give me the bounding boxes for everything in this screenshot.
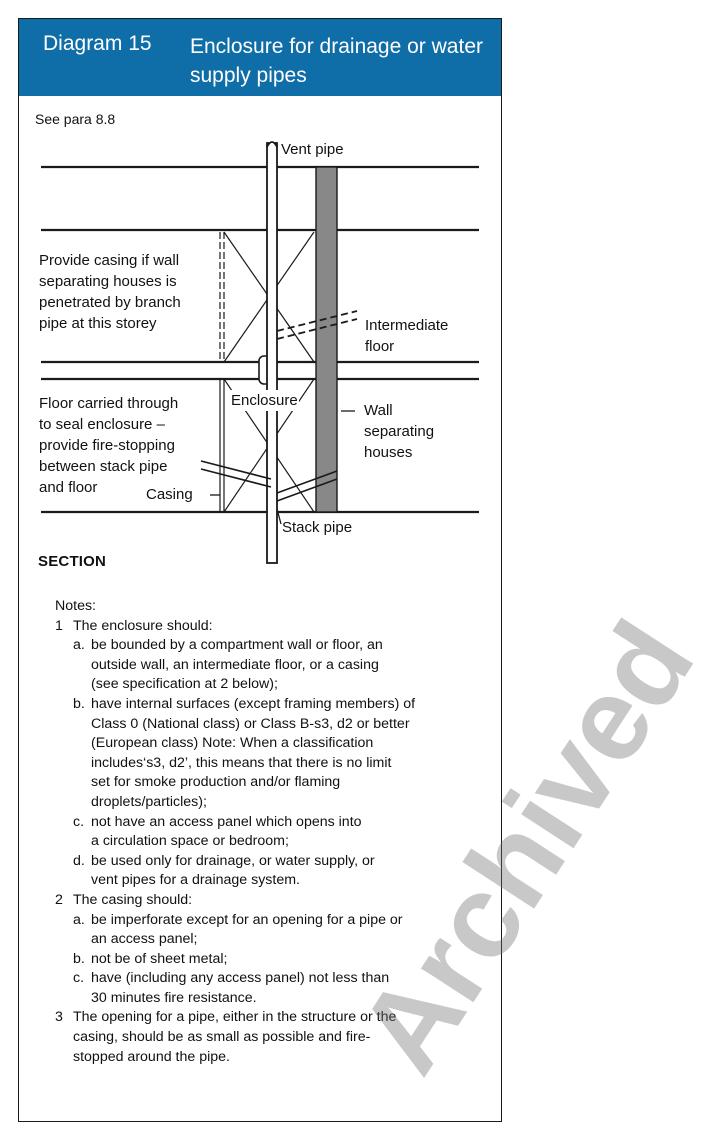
sub-item-letter bbox=[73, 656, 91, 676]
note-number: 3 bbox=[55, 1009, 63, 1026]
sub-item-line bbox=[55, 911, 495, 931]
diagram-title: Enclosure for drainage or water supply pipes bbox=[190, 35, 483, 87]
sub-item-letter bbox=[73, 773, 91, 793]
sub-item-letter: b. bbox=[73, 695, 85, 712]
note-item-line bbox=[55, 1028, 495, 1048]
note-number: 2 bbox=[55, 891, 63, 908]
sub-item-letter bbox=[73, 832, 91, 852]
wall-label-line: Wall bbox=[364, 402, 393, 419]
sub-item-text: (European class) Note: When a classification bbox=[91, 735, 374, 752]
sub-item-text: not have an access panel which opens into bbox=[91, 813, 362, 830]
sub-item-text: have internal surfaces (except framing members) of bbox=[91, 695, 416, 712]
sub-item-text: 30 minutes fire resistance. bbox=[91, 989, 257, 1006]
note-text: stopped around the pipe. bbox=[73, 1048, 230, 1065]
sub-item-line bbox=[55, 695, 495, 715]
sub-item-letter: d. bbox=[73, 852, 85, 869]
sub-item-line bbox=[55, 656, 495, 676]
sub-item-letter bbox=[73, 675, 91, 695]
sub-item-letter: c. bbox=[73, 813, 85, 830]
sub-item-letter: a. bbox=[73, 637, 85, 654]
notes-block bbox=[55, 597, 495, 1067]
notes-heading: Notes: bbox=[55, 598, 97, 614]
casing-note bbox=[39, 250, 181, 334]
casing-note-line: penetrated by branch bbox=[39, 294, 181, 311]
note-number bbox=[55, 1028, 73, 1048]
sub-item-letter bbox=[73, 754, 91, 774]
sub-item-letter bbox=[73, 793, 91, 813]
sub-item-letter: c. bbox=[73, 970, 85, 987]
casing-note-line: separating houses is bbox=[39, 273, 177, 290]
sub-item-line bbox=[55, 813, 495, 833]
sub-item-letter: b. bbox=[73, 950, 85, 967]
separating-wall bbox=[316, 167, 337, 512]
sub-item-text: a circulation space or bedroom; bbox=[91, 833, 289, 850]
casing-note-line: pipe at this storey bbox=[39, 315, 157, 332]
floor-note-line: between stack pipe bbox=[39, 458, 168, 475]
archived-watermark: Archived bbox=[333, 599, 720, 1095]
sub-item-text: set for smoke production and/or flaming bbox=[91, 774, 341, 791]
sub-item-text: an access panel; bbox=[91, 931, 198, 948]
sub-item-letter bbox=[73, 715, 91, 735]
wall-label-line: separating bbox=[364, 423, 435, 440]
casing-label: Casing bbox=[146, 486, 193, 503]
note-number bbox=[55, 1048, 73, 1068]
sub-item-text: outside wall, an intermediate floor, or a casing bbox=[91, 656, 379, 673]
sub-item-text: (see specification at 2 below); bbox=[91, 676, 278, 693]
sub-item-text: be bounded by a compartment wall or floor, an bbox=[91, 637, 383, 654]
sub-item-text: have (including any access panel) not less than bbox=[91, 970, 390, 987]
wall-label-line: houses bbox=[364, 444, 413, 461]
sub-item-line bbox=[55, 715, 495, 735]
wall-label bbox=[364, 400, 434, 463]
sub-item-line bbox=[55, 989, 495, 1009]
sub-item-line bbox=[55, 734, 495, 754]
sub-item-line bbox=[55, 950, 495, 970]
sub-item-text: includes‘s3, d2’, this means that there is no limit bbox=[91, 754, 392, 771]
paragraph-reference: See para 8.8 bbox=[35, 111, 116, 127]
sub-item-text: be used only for drainage, or water supply, or bbox=[91, 852, 375, 869]
sub-item-line bbox=[55, 832, 495, 852]
sub-item-text: Class 0 (National class) or Class B-s3, d2 or better bbox=[91, 715, 410, 732]
note-item-line bbox=[55, 1048, 495, 1068]
sub-item-line bbox=[55, 675, 495, 695]
sub-item-text: not be of sheet metal; bbox=[91, 950, 228, 967]
sub-item-line bbox=[55, 636, 495, 656]
note-text: The enclosure should: bbox=[73, 617, 213, 634]
intermediate-floor-label bbox=[365, 315, 448, 357]
sub-item-letter bbox=[73, 930, 91, 950]
notes-list bbox=[55, 617, 495, 1068]
sub-item-line bbox=[55, 930, 495, 950]
stack-pipe-body bbox=[267, 143, 277, 563]
sub-item-line bbox=[55, 773, 495, 793]
note-item-line bbox=[55, 617, 495, 637]
note-item-line bbox=[55, 1008, 495, 1028]
note-text: casing, should be as small as possible and fire- bbox=[73, 1029, 371, 1046]
stack-pipe bbox=[267, 142, 277, 563]
sub-item-letter: a. bbox=[73, 911, 85, 928]
diagram-number: Diagram 15 bbox=[43, 32, 152, 55]
vent-pipe-label: Vent pipe bbox=[281, 141, 344, 158]
sub-item-line bbox=[55, 793, 495, 813]
sub-item-letter bbox=[73, 989, 91, 1009]
sub-item-text: droplets/particles); bbox=[91, 793, 207, 810]
enclosure-label: Enclosure bbox=[231, 392, 298, 409]
section-label: SECTION bbox=[38, 553, 107, 570]
note-text: The casing should: bbox=[73, 891, 193, 908]
sub-item-line bbox=[55, 852, 495, 872]
floor-note-line: and floor bbox=[39, 479, 98, 496]
sub-item-letter bbox=[73, 871, 91, 891]
sub-item-letter bbox=[73, 734, 91, 754]
sub-item-text: be imperforate except for an opening for a pipe or bbox=[91, 911, 403, 928]
intermediate-floor-line: floor bbox=[365, 338, 395, 355]
note-item-line bbox=[55, 891, 495, 911]
diagram-frame bbox=[18, 18, 720, 1122]
sub-item-line bbox=[55, 871, 495, 891]
sub-item-line bbox=[55, 969, 495, 989]
intermediate-floor-line: Intermediate bbox=[365, 317, 449, 334]
floor-note bbox=[39, 393, 178, 498]
floor-note-line: Floor carried through bbox=[39, 395, 179, 412]
sub-item-text: vent pipes for a drainage system. bbox=[91, 872, 300, 889]
note-number: 1 bbox=[55, 617, 63, 634]
stack-pipe-label: Stack pipe bbox=[282, 519, 353, 536]
casing-note-line: Provide casing if wall bbox=[39, 252, 180, 269]
floor-note-line: to seal enclosure – bbox=[39, 416, 165, 433]
floor-note-line: provide fire-stopping bbox=[39, 437, 175, 454]
note-text: The opening for a pipe, either in the structure or the bbox=[73, 1009, 397, 1026]
sub-item-line bbox=[55, 754, 495, 774]
